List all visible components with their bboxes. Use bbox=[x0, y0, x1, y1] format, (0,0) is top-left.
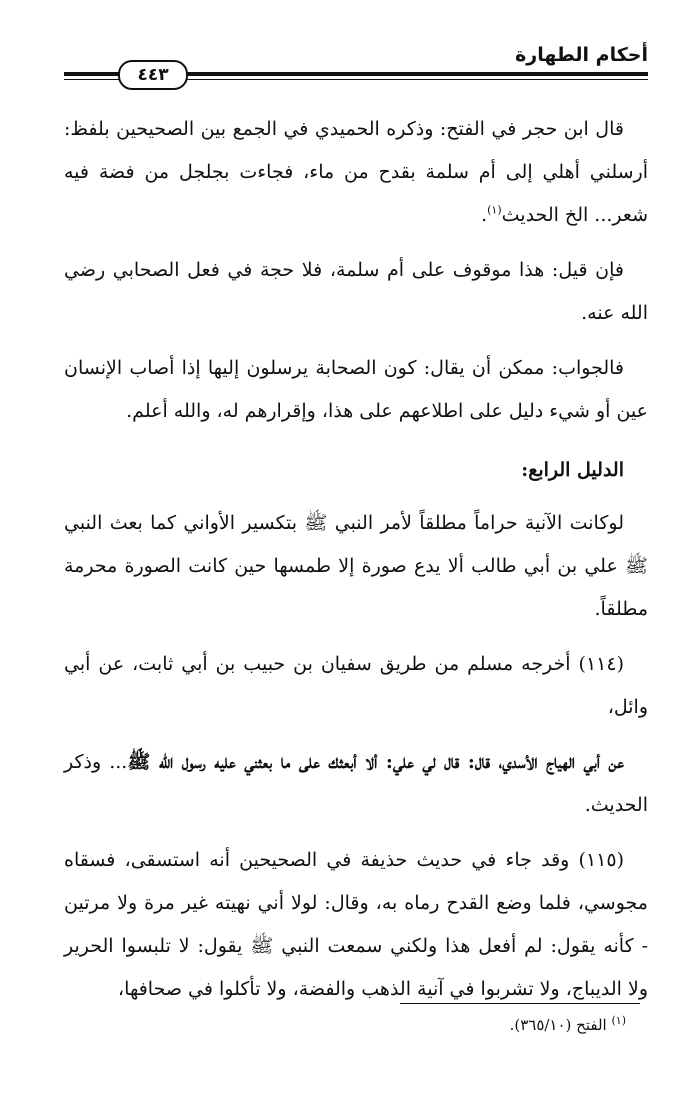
page-number: ٤٤٣ bbox=[118, 60, 188, 90]
paragraph-4: لوكانت الآنية حراماً مطلقاً لأمر النبي ﷺ بتكسير الأواني كما بعث النبي ﷺ علي بن أبي طالب ألا يدع صورة إلا طمسها حين كانت الصورة محرمة مطلقاً. bbox=[64, 512, 648, 620]
running-title: أحكام الطهارة bbox=[515, 44, 648, 66]
footnote-text: الفتح (٣٦٥/١٠). bbox=[509, 1016, 607, 1034]
paragraph-7: (١١٥) وقد جاء في حديث حذيفة في الصحيحين أنه استسقى، فسقاه مجوسي، فلما وضع القدح رماه به، وقال: لولا أني نهيته غير مرة ولا مرتين - كأنه يقول: لم أفعل هذا ولكني سمعت النبي ﷺ يقول: لا تلبسوا الحرير ولا الديباج، ولا تشربوا في آنية الذهب والفضة، ولا تأكلوا في صحافها، bbox=[64, 849, 648, 1000]
paragraph-6 bbox=[64, 741, 648, 827]
section-heading: الدليل الرابع: bbox=[521, 459, 624, 481]
paragraph-6-tail: ... وذكر الحديث. bbox=[64, 751, 648, 816]
paragraph-1-end: . bbox=[481, 204, 488, 226]
footnote-marker: (١) bbox=[611, 1014, 626, 1027]
footnote-ref-1: (١) bbox=[487, 203, 502, 217]
paragraph-6-bold: عن أبي الهياج الأسدي، قال: قال لي علي: ألا أبعثك على ما بعثني عليه رسول الله ﷺ bbox=[127, 751, 624, 773]
footnote-separator bbox=[400, 1003, 640, 1004]
paragraph-2: فإن قيل: هذا موقوف على أم سلمة، فلا حجة في فعل الصحابي رضي الله عنه. bbox=[64, 259, 648, 324]
paragraph-3: فالجواب: ممكن أن يقال: كون الصحابة يرسلون إليها إذا أصاب الإنسان عين أو شيء دليل على اطلاعهم على هذا، وإقرارهم له، والله أعلم. bbox=[64, 357, 648, 422]
footnote-1 bbox=[64, 1012, 648, 1038]
paragraph-1-text: قال ابن حجر في الفتح: وذكره الحميدي في الجمع بين الصحيحين بلفظ: أرسلني أهلي إلى أم سلمة بقدح من ماء، فجاءت بجلجل من فضة فيه شعر... الخ الحديث bbox=[64, 118, 648, 226]
main-text bbox=[64, 108, 648, 1023]
paragraph-5: (١١٤) أخرجه مسلم من طريق سفيان بن حبيب بن أبي ثابت، عن أبي وائل، bbox=[64, 653, 648, 718]
paragraph-1 bbox=[64, 108, 648, 237]
page-header bbox=[64, 38, 648, 90]
